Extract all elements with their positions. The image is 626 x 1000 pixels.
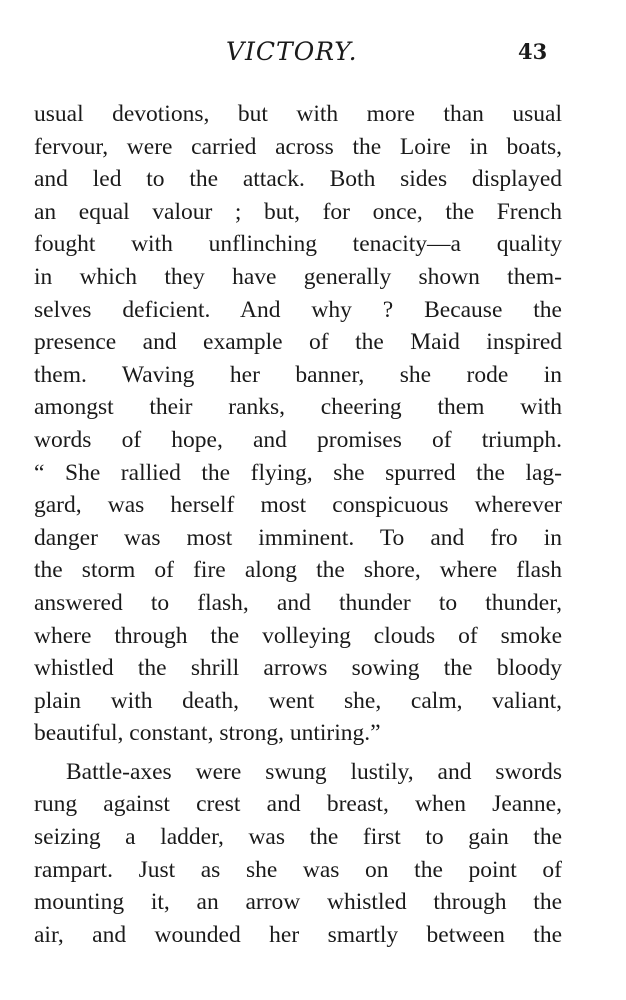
text-line: amongst their ranks, cheering them with xyxy=(34,394,562,421)
text-line: plain with death, went she, calm, valiant, xyxy=(34,687,562,714)
text-line: danger was most imminent. To and fro in xyxy=(34,524,562,551)
text-line: rung against crest and breast, when Jeanne, xyxy=(34,791,562,818)
text-line: whistled the shrill arrows sowing the bloody xyxy=(34,655,562,682)
text-line: and led to the attack. Both sides displayed xyxy=(34,166,562,193)
page-number: 43 xyxy=(518,39,548,64)
running-title: VICTORY. xyxy=(226,37,358,66)
text-line: where through the volleying clouds of smoke xyxy=(34,622,562,649)
text-line: seizing a ladder, was the first to gain the xyxy=(34,824,562,851)
text-line: Battle-axes were swung lustily, and swords xyxy=(66,758,562,785)
text-line: rampart. Just as she was on the point of xyxy=(34,856,562,883)
text-line: gard, was herself most conspicuous wherever xyxy=(34,492,562,519)
text-line: an equal valour ; but, for once, the French xyxy=(34,198,562,225)
text-line: words of hope, and promises of triumph. xyxy=(34,426,562,453)
text-line: the storm of fire along the shore, where flash xyxy=(34,557,562,584)
text-line: mounting it, an arrow whistled through the xyxy=(34,889,562,916)
text-line: in which they have generally shown them- xyxy=(34,263,562,290)
text-line: beautiful, constant, strong, untiring.” xyxy=(34,720,381,747)
text-line: presence and example of the Maid inspired xyxy=(34,329,562,356)
text-line: selves deficient. And why ? Because the xyxy=(34,296,562,323)
running-head xyxy=(0,36,626,68)
body-text xyxy=(34,98,562,951)
text-line: usual devotions, but with more than usual xyxy=(34,101,562,127)
text-line: them. Waving her banner, she rode in xyxy=(34,361,562,388)
text-line: answered to flash, and thunder to thunder, xyxy=(34,589,562,616)
text-line: “ She rallied the flying, she spurred the lag- xyxy=(34,459,562,486)
text-line: fought with unflinching tenacity—a quality xyxy=(34,231,562,258)
text-line: air, and wounded her smartly between the xyxy=(34,921,562,948)
text-line: fervour, were carried across the Loire in boats, xyxy=(34,133,562,160)
